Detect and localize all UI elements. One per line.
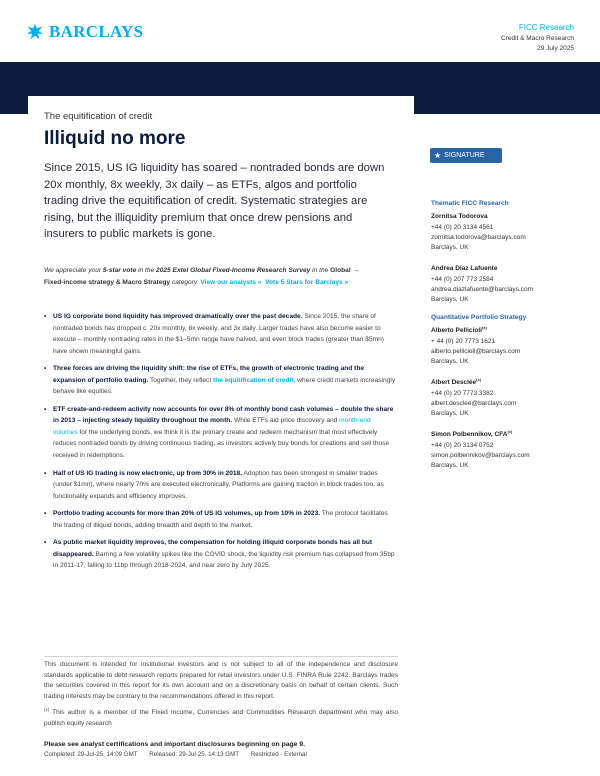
analyst-phone: +44 (0) 207 773 2584 (431, 275, 494, 283)
bullet-text: for the underlying bonds, we think it is the primary create and redeem mechanism that most effectively reduces nontraded bonds by driving continuous trading, as investors actively buy bonds for creations and sell those received in redemptions. (53, 428, 390, 459)
author-note (44, 705, 398, 729)
article-card (28, 96, 414, 756)
disclaimer (44, 660, 398, 730)
bullet-text: Barring a few volatility spikes like the COVID shock, the liquidity risk premium has collapsed from 35bp in 2011-17, falling to 11bp through 2018-2024, and near zero by July 2025. (53, 550, 395, 570)
report-meta (501, 22, 574, 54)
bullet-text: Adoption has been strongest in smaller trades (under $1mn), where nearly 70% are executed electronically. Platforms are gaining traction in block trades too, as functionality expands and efficiency improves. (53, 469, 384, 500)
analyst-name: Andrea Diaz Lafuente (431, 265, 498, 273)
list-item (44, 311, 396, 357)
badge-label: SIGNATURE (444, 152, 485, 159)
list-item (44, 404, 396, 462)
analyst-location: Barclays, UK (431, 462, 469, 470)
summary-lede: Since 2015, US IG liquidity has soared – nontraded bonds are down 20x monthly, 8x weekly, 3x daily – as ETFs, algos and portfolio trading drive the equitification of credit. Systematic strategies are rising, but the illiquidity premium that once drew pensions and insurers to public markets is gone. (44, 162, 385, 240)
eagle-icon (26, 23, 44, 41)
key-points-list (44, 311, 396, 578)
vote-text: category. (170, 278, 201, 286)
bullet-headline: As public market liquidity improves, the compensation for holding illiquid corporate bonds has all but disappeared. (53, 539, 373, 558)
bullet-headline: Portfolio trading accounts for more than 20% of US IG volumes, up from 10% in 2023. (53, 510, 321, 518)
certification-note: Please see analyst certifications and important disclosures beginning on page 9. (44, 741, 305, 748)
analyst-card (431, 261, 581, 305)
analyst-phone: +44 (0) 20 3134 0752 (431, 441, 494, 449)
bullet-headline: Half of US IG trading is now electronic, up from 30% in 2018. (53, 469, 243, 477)
vote-text: 5-star vote (102, 267, 137, 274)
star-icon: ★ (434, 151, 442, 160)
analyst-card (431, 323, 581, 367)
note-marker: (x) (44, 707, 50, 713)
survey-name: 2025 Extel Global Fixed-Income Research Survey (156, 267, 311, 274)
analyst-name: Albert Desclée$^{(x)}$ (431, 377, 482, 387)
subdivision-label: Credit & Macro Research (501, 35, 574, 42)
list-item (44, 537, 396, 572)
bullet-headline: ETF create-and-redeem activity now accounts for over 8% of monthly bond cash volumes – double the share in 2013 – injecting steady liquidity throughout the month. (53, 405, 394, 425)
analyst-location: Barclays, UK (431, 243, 469, 251)
list-item (44, 468, 396, 503)
released-time: Released: 29-Jul-25, 14:13 GMT (149, 751, 240, 758)
bullet-headline: US IG corporate bond liquidity has improved dramatically over the past decade. (53, 313, 303, 320)
analyst-name: Zornitsa Todorova (431, 213, 488, 221)
analyst-card (431, 375, 581, 419)
page-title: Illiquid no more (44, 128, 186, 149)
analyst-name: Simon Polbennikov, CFA$^{(x)}$ (431, 429, 513, 439)
bullet-text: , where credit markets increasingly behave like equities. (53, 376, 396, 396)
equitification-link[interactable]: the equitification of credit (213, 376, 294, 384)
list-item (44, 363, 396, 398)
section-heading: Thematic FICC Research (431, 200, 509, 207)
analyst-location: Barclays, UK (431, 410, 469, 418)
analyst-location: Barclays, UK (431, 358, 469, 366)
bullet-text: Since 2015, the share of nontraded bonds has dropped c. 20x monthly, 8x weekly, and 3x daily. Larger trades have also become easier to execute – monthly nontrading rates in the $1–5mn range have halved, and even block trades (greater than $5mn) have shown meaningful gains. (53, 313, 384, 355)
completed-time: Completed: 29-Jul-25, 14:09 GMT (44, 751, 138, 758)
signature-badge (430, 148, 502, 163)
classification-label: Restricted - External (250, 751, 307, 758)
vote-note (44, 265, 374, 288)
analyst-sidebar (431, 199, 581, 471)
series-label: The equitification of credit (44, 111, 153, 122)
report-date: 29 July 2025 (537, 45, 574, 52)
analyst-email[interactable]: simon.polbennikov@barclays.com (431, 451, 530, 459)
bullet-text: Together, they reflect (148, 376, 214, 384)
divider (44, 656, 398, 657)
vote-text: in the (310, 267, 331, 274)
vote-text: in the (136, 267, 157, 274)
analyst-phone: +44 (0) 20 3134 4561 (431, 223, 494, 231)
analyst-email[interactable]: zornitsa.todorova@barclays.com (431, 233, 526, 241)
disclaimer-text: This document is intended for institutional investors and is not subject to all of the independence and disclosure standards applicable to debt research reports prepared for retail investors under U.S. FINRA Rule 2242. Barclays trades the securities covered in this report for its own account and on a discretionary basis on behalf of certain clients. Such trading interests may be contrary to the recommendations offered in this report. (44, 661, 398, 700)
analyst-location: Barclays, UK (431, 295, 469, 303)
bullet-headline: Three forces are driving the liquidity shift: the rise of ETFs, the growth of electronic trading and the expansion of portfolio trading. (53, 365, 365, 384)
release-info (44, 751, 317, 758)
bullet-text: While ETFs aid price discovery and (232, 417, 340, 425)
month-end-volumes-link[interactable]: month-end volumes (53, 417, 371, 436)
vote-category: Global → Fixed-income strategy & Macro Strategy (44, 267, 360, 286)
division-label: FICC Research (518, 23, 574, 32)
analyst-name: Alberto Pellicioli$^{(x)}$ (431, 325, 487, 335)
list-item (44, 508, 396, 531)
analyst-phone: +44 (0) 20 7773 3382 (431, 389, 494, 397)
vote-text: We appreciate your (44, 267, 103, 274)
note-text: This author is a member of the Fixed Income, Currencies and Commodities Research department who may also publish equity research (44, 709, 398, 728)
brand-name: BARCLAYS (49, 22, 144, 41)
analyst-email[interactable]: alberto.pellicioli@barclays.com (431, 347, 521, 355)
view-analysts-link[interactable]: View our analysts » (200, 278, 262, 286)
analyst-email[interactable]: albert.desclee@barclays.com (431, 399, 517, 407)
vote-link[interactable]: Vote 5 Stars for Barclays » (265, 278, 349, 286)
analyst-email[interactable]: andrea.diazlafuente@barclays.com (431, 285, 533, 293)
barclays-logo (26, 22, 143, 42)
section-heading: Quantitative Portfolio Strategy (431, 314, 527, 322)
bullet-text: The protocol facilitates the trading of illiquid bonds, adding breadth and depth to the market. (53, 510, 388, 529)
analyst-card (431, 427, 581, 471)
analyst-card (431, 209, 581, 253)
analyst-phone: + 44 (0) 20 7773 1621 (431, 337, 496, 345)
